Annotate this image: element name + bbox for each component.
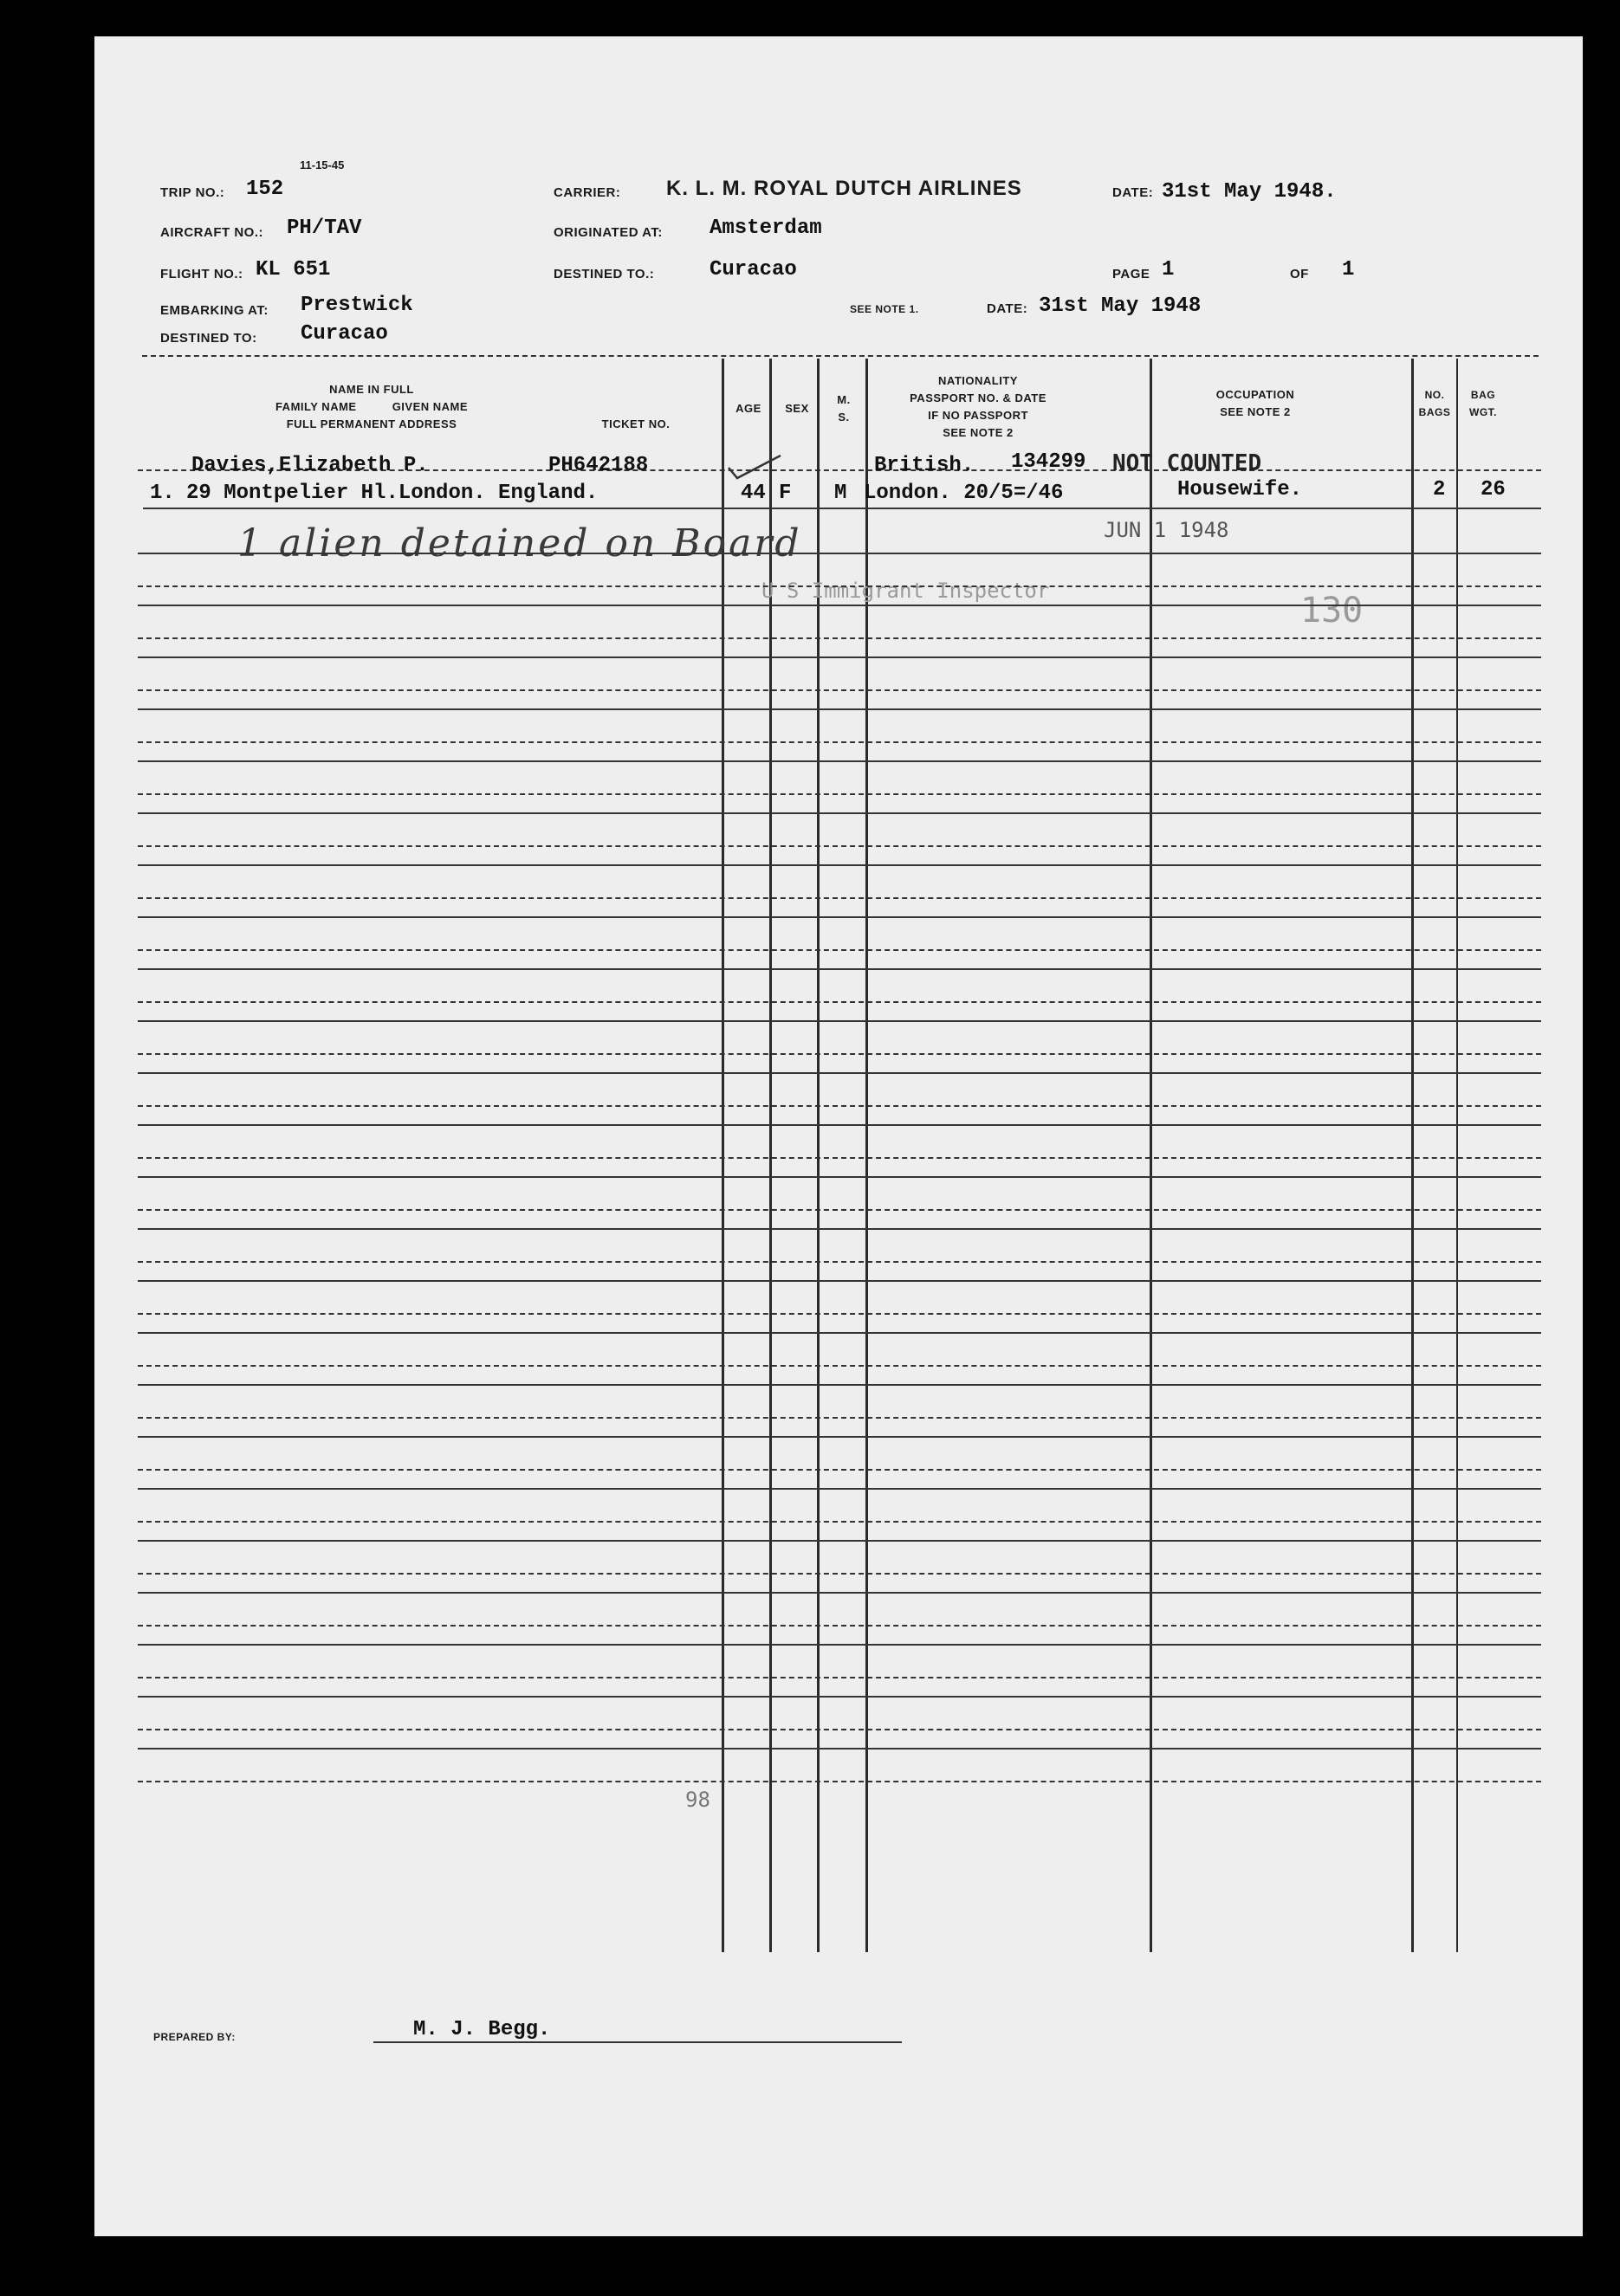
date2-value: 31st May 1948 bbox=[1039, 294, 1202, 318]
carrier-label: CARRIER: bbox=[554, 185, 621, 200]
passenger-passport-number: 134299 bbox=[1011, 450, 1086, 474]
prepared-by-label: PREPARED BY: bbox=[153, 2031, 236, 2043]
ruled-line bbox=[138, 1157, 1541, 1159]
ruled-line bbox=[138, 1592, 1541, 1594]
ruled-line bbox=[138, 1280, 1541, 1282]
ruled-line bbox=[138, 1365, 1541, 1367]
passenger-occupation: Housewife. bbox=[1177, 478, 1303, 501]
ruled-line bbox=[138, 637, 1541, 639]
ruled-line bbox=[138, 1488, 1541, 1490]
carrier-name: K. L. M. ROYAL DUTCH AIRLINES bbox=[666, 177, 1022, 200]
passenger-ticket: PH642188 bbox=[548, 454, 649, 477]
ruled-line bbox=[138, 1677, 1541, 1678]
prepared-by-name: M. J. Begg. bbox=[413, 2018, 551, 2041]
destined-label: DESTINED TO.: bbox=[554, 267, 655, 281]
ruled-line bbox=[138, 1417, 1541, 1419]
passenger-address: 29 Montpelier Hl.London. England. bbox=[186, 482, 599, 505]
embarking-label: EMBARKING AT: bbox=[160, 303, 269, 318]
ruled-line bbox=[138, 1625, 1541, 1627]
col-ms: M. S. bbox=[837, 393, 851, 424]
aircraft-number: PH/TAV bbox=[287, 217, 362, 240]
ruled-line bbox=[138, 1209, 1541, 1211]
ruled-line bbox=[138, 1228, 1541, 1230]
ruled-line bbox=[138, 1573, 1541, 1575]
form-number: 11-15-45 bbox=[300, 158, 345, 171]
page-label: PAGE bbox=[1112, 267, 1150, 281]
ruled-line bbox=[138, 1176, 1541, 1178]
destined2-city: Curacao bbox=[301, 322, 388, 346]
passenger-row-number: 1. bbox=[150, 482, 175, 505]
ruled-line bbox=[138, 949, 1541, 951]
ruled-line bbox=[138, 968, 1541, 970]
ruled-line bbox=[138, 864, 1541, 866]
passenger-bags: 2 bbox=[1433, 478, 1446, 501]
ruled-line bbox=[138, 812, 1541, 814]
ruled-line bbox=[138, 897, 1541, 899]
date2-label: DATE: bbox=[987, 301, 1028, 316]
col-weight: BAG WGT. bbox=[1469, 389, 1497, 418]
ruled-line bbox=[138, 1124, 1541, 1126]
destined-city: Curacao bbox=[710, 258, 797, 281]
ruled-line bbox=[138, 1332, 1541, 1334]
ruled-line bbox=[138, 585, 1541, 587]
check-mark-icon bbox=[725, 452, 786, 483]
of-label: OF bbox=[1290, 267, 1309, 281]
flight-label: FLIGHT NO.: bbox=[160, 267, 243, 281]
received-date-stamp: JUN 1 1948 bbox=[1104, 518, 1229, 542]
col-divider-age bbox=[722, 359, 724, 1952]
passenger-age: 44 bbox=[741, 482, 766, 505]
ruled-line bbox=[138, 1748, 1541, 1749]
col-nationality: NATIONALITY PASSPORT NO. & DATE IF NO PASSPORT SEE NOTE 2 bbox=[910, 374, 1047, 439]
passenger-passport-place-date: London. 20/5=/46 bbox=[864, 482, 1064, 505]
flight-number: KL 651 bbox=[256, 258, 331, 281]
number-stamp: 130 bbox=[1300, 591, 1364, 631]
ruled-line bbox=[138, 741, 1541, 743]
col-ticket: TICKET NO. bbox=[601, 417, 671, 430]
ruled-line bbox=[138, 1436, 1541, 1438]
prepared-by-line bbox=[373, 2041, 902, 2043]
col-name: NAME IN FULL FAMILY NAME GIVEN NAME FULL PERMANENT ADDRESS bbox=[275, 383, 469, 430]
ruled-line bbox=[138, 708, 1541, 710]
ruled-line bbox=[138, 1644, 1541, 1646]
ruled-line bbox=[138, 689, 1541, 691]
ruled-line bbox=[138, 1469, 1541, 1471]
passenger-nationality: British. bbox=[874, 454, 975, 477]
aircraft-label: AIRCRAFT NO.: bbox=[160, 225, 263, 240]
ruled-line bbox=[138, 760, 1541, 762]
ruled-line bbox=[138, 916, 1541, 918]
ruled-line bbox=[138, 1540, 1541, 1542]
col-divider-weight bbox=[1456, 359, 1458, 1952]
ruled-line bbox=[138, 1781, 1541, 1782]
ruled-line bbox=[138, 1521, 1541, 1523]
ruled-line bbox=[138, 553, 1541, 554]
see-note-label: SEE NOTE 1. bbox=[850, 303, 919, 315]
ruled-line bbox=[138, 1072, 1541, 1074]
header-top-line bbox=[142, 355, 1539, 357]
passenger-bag-weight: 26 bbox=[1481, 478, 1506, 501]
col-bags: NO. BAGS bbox=[1418, 389, 1451, 418]
page-number: 1 bbox=[1162, 258, 1175, 281]
ruled-line bbox=[138, 656, 1541, 658]
passenger-underline bbox=[143, 508, 1541, 509]
ruled-line bbox=[138, 793, 1541, 795]
ruled-line bbox=[138, 605, 1541, 606]
ruled-line bbox=[138, 1313, 1541, 1315]
ruled-line bbox=[138, 1696, 1541, 1698]
trip-number: 152 bbox=[246, 178, 284, 201]
handwritten-note: 1 alien detained on Board bbox=[237, 521, 802, 566]
col-sex: SEX bbox=[785, 402, 809, 415]
col-occupation: OCCUPATION SEE NOTE 2 bbox=[1215, 388, 1295, 418]
ruled-line bbox=[138, 1729, 1541, 1730]
ruled-line bbox=[138, 1105, 1541, 1107]
passenger-marital-status: M bbox=[834, 482, 847, 505]
ruled-line bbox=[138, 1053, 1541, 1055]
manifest-date: 31st May 1948. bbox=[1162, 180, 1337, 204]
col-age: AGE bbox=[735, 402, 761, 415]
page-total: 1 bbox=[1342, 258, 1355, 281]
originated-city: Amsterdam bbox=[710, 217, 822, 240]
col-divider-occupation bbox=[1150, 359, 1152, 1952]
originated-label: ORIGINATED AT: bbox=[554, 225, 663, 240]
col-divider-bags bbox=[1411, 359, 1414, 1952]
destined2-label: DESTINED TO: bbox=[160, 331, 257, 346]
passenger-name: Davies,Elizabeth P. bbox=[191, 454, 429, 477]
not-counted-stamp: NOT COUNTED bbox=[1112, 450, 1262, 476]
inspector-stamp: U S Immigrant Inspector bbox=[761, 579, 1050, 603]
ruled-line bbox=[138, 1384, 1541, 1386]
trip-label: TRIP NO.: bbox=[160, 185, 225, 200]
ruled-line bbox=[138, 1261, 1541, 1263]
embarking-city: Prestwick bbox=[301, 294, 413, 317]
date-label: DATE: bbox=[1112, 185, 1154, 200]
ruled-line bbox=[138, 845, 1541, 847]
passenger-sex: F bbox=[779, 482, 792, 505]
ruled-line bbox=[138, 1001, 1541, 1003]
manifest-sheet bbox=[94, 36, 1583, 2236]
stray-mark: 98 bbox=[685, 1788, 710, 1812]
ruled-line bbox=[138, 1020, 1541, 1022]
